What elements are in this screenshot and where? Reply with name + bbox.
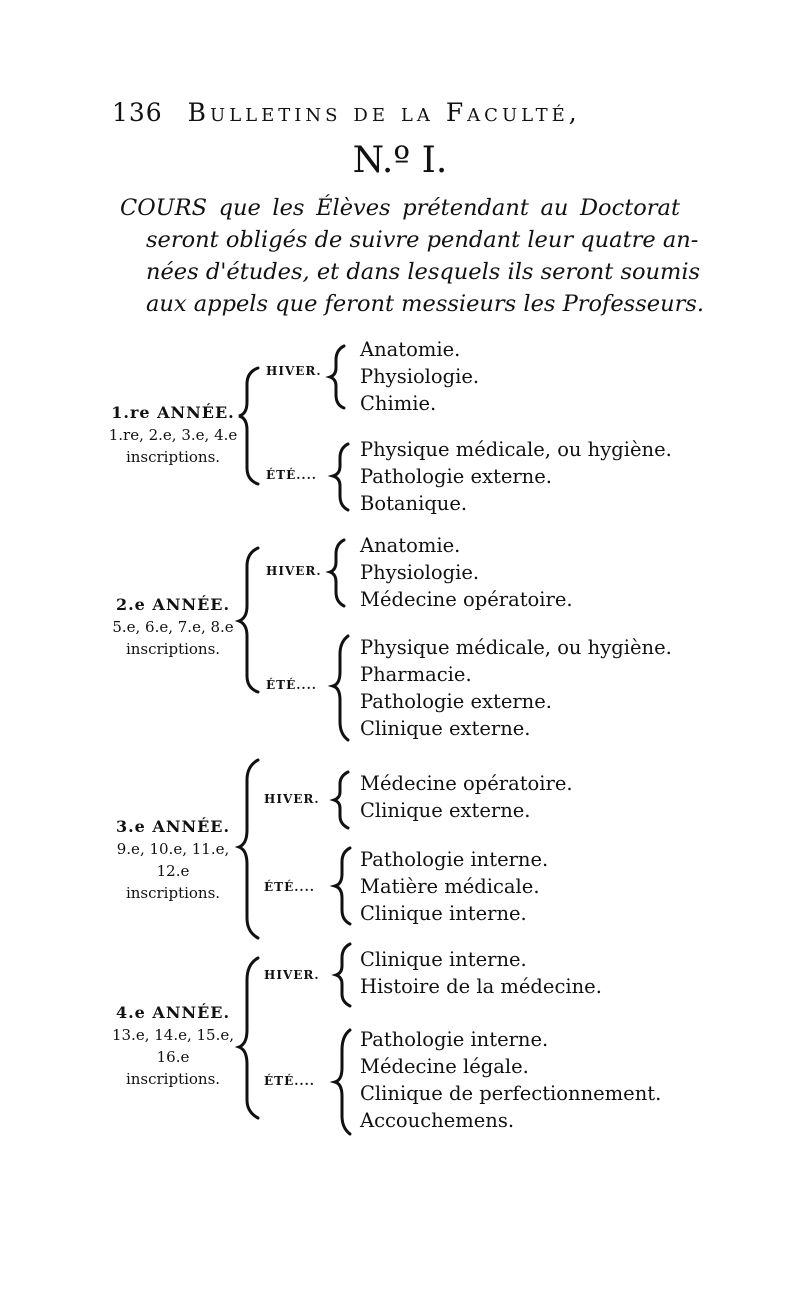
- intro-line: aux appels que feront messieurs les Professeurs.: [146, 291, 705, 317]
- hiver-label: HIVER.: [264, 968, 320, 982]
- course-item: Médecine opératoire.: [360, 588, 573, 611]
- intro-line: COURS que les Élèves prétendant au Doctorat: [120, 195, 680, 221]
- year-label: 3.e ANNÉE.: [115, 817, 231, 836]
- course-item: Accouchemens.: [360, 1109, 515, 1132]
- hiver-course-list: [360, 336, 479, 417]
- course-item: Chimie.: [360, 392, 437, 415]
- course-item: Clinique de perfectionnement.: [360, 1082, 662, 1105]
- hiver-course-list: [360, 532, 573, 613]
- course-item: Botanique.: [360, 492, 468, 515]
- course-item: Clinique externe.: [360, 799, 531, 822]
- hiver-course-list: [360, 770, 573, 824]
- year-inscriptions: inscriptions.: [125, 884, 221, 902]
- ete-course-list: [360, 1026, 661, 1134]
- hiver-course-list: [360, 946, 602, 1000]
- course-item: Clinique interne.: [360, 902, 527, 925]
- intro-line: nées d'études, et dans lesquels ils seront soumis: [146, 259, 701, 285]
- ete-label: ÉTÉ....: [264, 880, 315, 894]
- year-label: 1.re ANNÉE.: [111, 403, 235, 422]
- course-item: Physique médicale, ou hygiène.: [360, 438, 672, 461]
- year-inscriptions: inscriptions.: [125, 448, 221, 466]
- hiver-label: HIVER.: [264, 792, 320, 806]
- year-2-label-block: [108, 594, 238, 660]
- ete-label: ÉTÉ....: [266, 468, 317, 482]
- ete-course-list: [360, 634, 672, 742]
- year-inscriptions: inscriptions.: [125, 640, 221, 658]
- year-label: 4.e ANNÉE.: [115, 1003, 231, 1022]
- course-item: Matière médicale.: [360, 875, 540, 898]
- year-brace: [239, 958, 258, 1118]
- ete-course-list: [360, 846, 548, 927]
- ete-brace: [333, 636, 348, 740]
- page-number: 136: [112, 98, 163, 127]
- running-title: Bulletins de la Faculté,: [187, 98, 581, 127]
- course-item: Physique médicale, ou hygiène.: [360, 636, 672, 659]
- course-item: Médecine opératoire.: [360, 772, 573, 795]
- ete-brace: [333, 444, 348, 510]
- year-1-label-block: [108, 402, 238, 468]
- year-brace: [239, 760, 258, 938]
- year-inscriptions: 1.re, 2.e, 3.e, 4.e: [108, 426, 238, 444]
- ete-brace: [335, 848, 350, 924]
- ete-label: ÉTÉ....: [266, 678, 317, 692]
- year-inscriptions: 16.e: [156, 1048, 190, 1066]
- course-item: Pathologie externe.: [360, 690, 552, 713]
- course-item: Clinique interne.: [360, 948, 527, 971]
- course-item: Anatomie.: [360, 534, 461, 557]
- hiver-brace: [334, 772, 348, 828]
- course-item: Physiologie.: [360, 365, 480, 388]
- course-item: Pathologie interne.: [360, 1028, 549, 1051]
- course-item: Médecine légale.: [360, 1055, 529, 1078]
- course-item: Anatomie.: [360, 338, 461, 361]
- course-item: Pharmacie.: [360, 663, 472, 686]
- hiver-brace: [330, 346, 344, 408]
- year-inscriptions: 9.e, 10.e, 11.e,: [116, 840, 230, 858]
- hiver-brace: [336, 944, 350, 1006]
- year-3-label-block: [108, 816, 238, 904]
- year-inscriptions: inscriptions.: [125, 1070, 221, 1088]
- hiver-label: HIVER.: [266, 364, 322, 378]
- year-label: 2.e ANNÉE.: [115, 595, 231, 614]
- ete-course-list: [360, 436, 672, 517]
- ete-brace: [335, 1030, 350, 1134]
- year-4-label-block: [108, 1002, 238, 1090]
- course-item: Pathologie externe.: [360, 465, 552, 488]
- ete-label: ÉTÉ....: [264, 1074, 315, 1088]
- year-inscriptions: 13.e, 14.e, 15.e,: [111, 1026, 235, 1044]
- year-inscriptions: 5.e, 6.e, 7.e, 8.e: [112, 618, 234, 636]
- course-item: Physiologie.: [360, 561, 480, 584]
- hiver-brace: [330, 540, 344, 606]
- course-item: Pathologie interne.: [360, 848, 549, 871]
- year-inscriptions: 12.e: [156, 862, 190, 880]
- course-item: Histoire de la médecine.: [360, 975, 602, 998]
- intro-line: seront obligés de suivre pendant leur quatre an-: [146, 227, 699, 253]
- document-number-title: N.º I.: [352, 140, 448, 181]
- year-brace: [239, 548, 258, 692]
- year-brace: [239, 368, 258, 484]
- course-item: Clinique externe.: [360, 717, 531, 740]
- hiver-label: HIVER.: [266, 564, 322, 578]
